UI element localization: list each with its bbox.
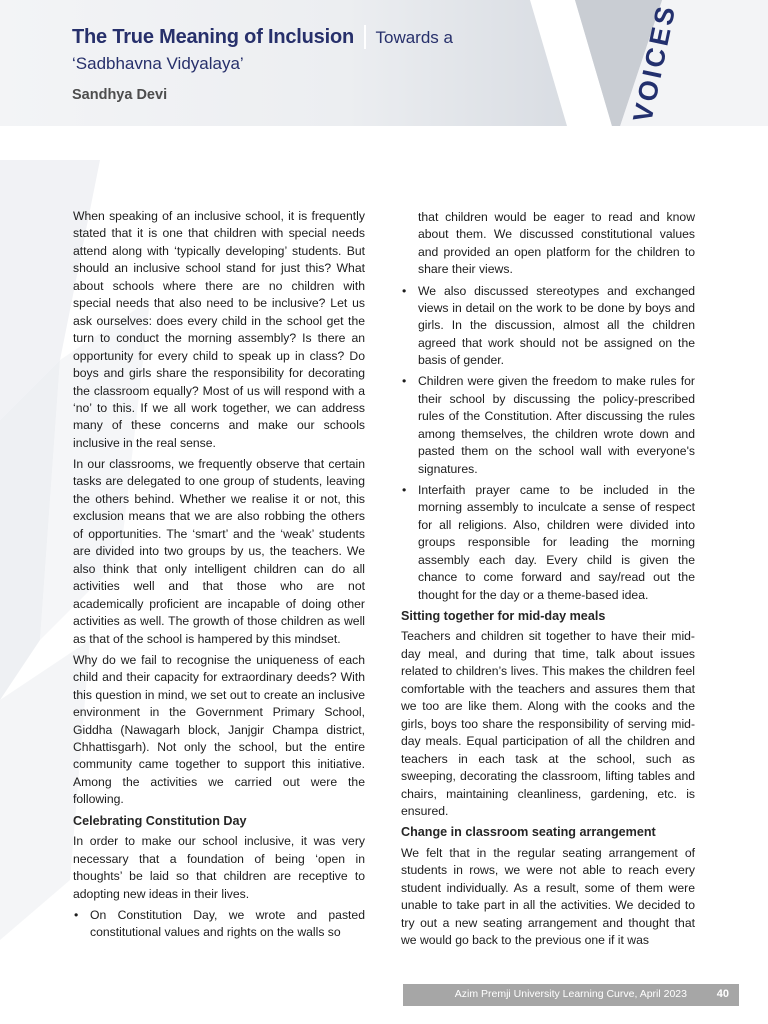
list-item (73, 907, 365, 942)
paragraph-classrooms: In our classrooms, we frequently observe that certain tasks are delegated to one group of students, leaving the others behind. Whether we realise it or not, this exclusion means that we are also robbing the others of opportunities. The ‘smart’ and the ‘weak’ students are divided into two groups by us, the teachers. We also think that only intelligent children can do all activities well and that those who are not academically proficient are incapable of doing other activities as well. The growth of those children as well as that of the school is hampered by this mindset. (73, 457, 365, 646)
article-subtitle-part2: ‘Sadbhavna Vidyalaya’ (72, 54, 244, 73)
list-item-text: We also discussed stereotypes and exchanged views in detail on the work to be done by boys and girls. In the discussion, almost all the children agreed that work should not be assigned on the basis of gender. (418, 283, 695, 368)
left-column (73, 208, 365, 945)
section-label-text: VOICES (627, 1, 682, 125)
footer-publication: Azim Premji University Learning Curve, April 2023 (454, 988, 687, 1000)
section-label (625, 0, 685, 128)
paragraph-intro: When speaking of an inclusive school, it is frequently stated that it is one that children with special needs attend along with ‘typically developing’ students. But should an inclusive school stand for just this? What about schools where there are no children with special needs that also need to be inclusive? Let us ask ourselves: does every child in the school get the turn to conduct the morning assembly? Is there an opportunity for every child to speak up in class? Do boys and girls share the responsibility for decorating the classroom equally? Most of us will respond with a ‘no’ to this. If we all work together, we can address many of these concerns and make our schools inclusive in the real sense. (73, 209, 365, 450)
header-banner (0, 0, 768, 126)
article-title: The True Meaning of Inclusion (72, 26, 354, 48)
bullet-icon: • (74, 907, 79, 922)
bullet-list-right (401, 283, 695, 605)
list-item (401, 482, 695, 604)
paragraph-mid-day-meals: Teachers and children sit together to have their mid-day meal, and during that time, talk about issues related to children’s lives. This makes the children feel comfortable with the teachers and assures them that we too are like them. Along with the cooks and the girls, boys too share the responsibility of serving mid-day meals. Equal participation of all the children and teachers in each task at the school, such as sweeping, decorating the classroom, lifting tables and chairs, maintaining cleanliness, gardening, etc. is ensured. (401, 629, 695, 819)
list-item-text: On Constitution Day, we wrote and pasted constitutional values and rights on the walls so (90, 907, 365, 940)
bullet-list-left (73, 907, 365, 942)
list-item (401, 283, 695, 370)
list-item-text: Children were given the freedom to make rules for their school by discussing the policy-prescribed rules of the Constitution. After discussing the rules among themselves, the children wrote down and pasted them on the school wall with everyone's signatures. (418, 374, 695, 476)
paragraph-uniqueness: Why do we fail to recognise the uniqueness of each child and their capacity for extraordinary deeds? With this question in mind, we set out to create an inclusive environment in the Government Primary School, Giddha (Nawagarh block, Janjgir Champa district, Chhattisgarh). Not only the school, but the entire community came together to support this initiative. Among the activities we carried out were the following. (73, 652, 365, 807)
title-line (72, 26, 542, 51)
list-item (401, 373, 695, 478)
bullet-icon: • (402, 482, 407, 497)
list-item-continuation: that children would be eager to read and know about them. We discussed constitutional values and provided an open platform for the children to share their views. (418, 210, 695, 277)
author-name: Sandhya Devi (72, 87, 168, 103)
paragraph-foundation: In order to make our school inclusive, it was very necessary that a foundation of being ‘open in thoughts’ be laid so that children are receptive to adopting new ideas in their lives. (73, 834, 365, 901)
bullet-icon: • (402, 283, 407, 298)
footer-bar (403, 984, 739, 1006)
heading-seating-arrangement: Change in classroom seating arrangement (401, 825, 656, 840)
bullet-icon: • (402, 374, 407, 389)
page-number: 40 (716, 988, 729, 1000)
list-item-text: Interfaith prayer came to be included in the morning assembly to inculcate a sense of respect for all religions. Also, children were divided into groups responsible for leading the morning assembly each day. Every child is given the chance to come forward and say/read out the thought for the day or a theme-based idea. (418, 482, 695, 602)
right-column (401, 209, 695, 953)
heading-mid-day-meals: Sitting together for mid-day meals (401, 609, 606, 624)
heading-constitution-day: Celebrating Constitution Day (73, 813, 247, 828)
title-separator (364, 25, 366, 49)
paragraph-seating: We felt that in the regular seating arrangement of students in rows, we were not able to reach every student individually. As a result, some of them were unable to take part in all the activities. We decided to try out a new seating arrangement and thought that we would go back to the previous one if it was (401, 845, 695, 948)
article-subtitle-part1: Towards a (375, 28, 453, 47)
